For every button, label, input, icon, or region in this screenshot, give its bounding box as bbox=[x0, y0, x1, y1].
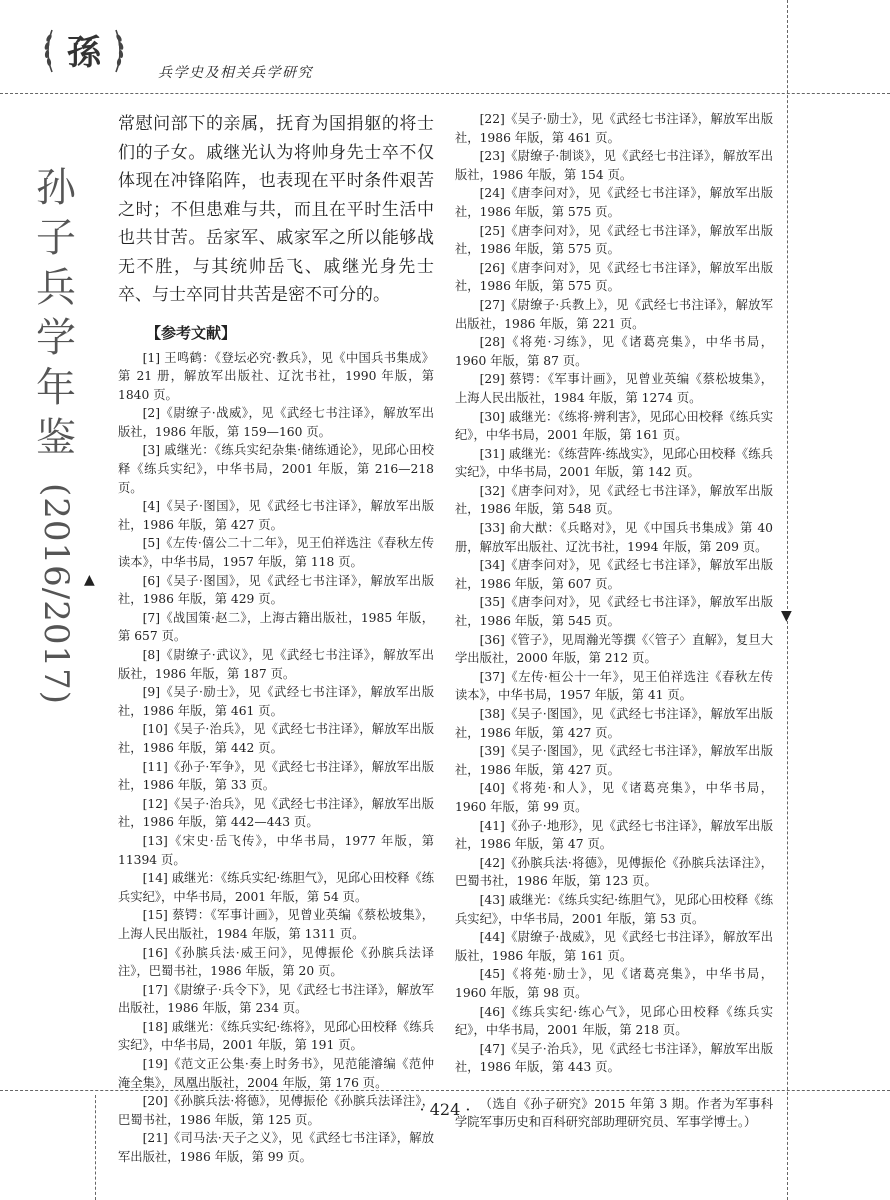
yearbook-logo bbox=[38, 22, 130, 80]
body-paragraph: 常慰问部下的亲属，抚育为国捐躯的将士们的子女。戚继光认为将帅身先士卒不仅体现在冲锋陷阵，也表现在平时条件艰苦之时；不但患难与共，而且在平时生活中也共甘苦。岳家军、戚家军之所以能够战无不胜，与其统帅岳飞、戚继光身先士卒、与士卒同甘共苦是密不可分的。 bbox=[118, 114, 434, 305]
reference-item: [9]《吴子·励士》，见《武经七书注译》，解放军出版社，1986 年版，第 461 页。 bbox=[118, 685, 434, 718]
reference-item: [14] 戚继光：《练兵实纪·练胆气》，见邱心田校释《练兵实纪》，中华书局，2001 年版，第 54 页。 bbox=[118, 871, 434, 904]
reference-item: [21]《司马法·天子之义》，见《武经七书注译》，解放军出版社，1986 年版，第 99 页。 bbox=[118, 1131, 434, 1165]
reference-item: [32]《唐李问对》，见《武经七书注译》，解放军出版社，1986 年版，第 548 页。 bbox=[455, 483, 773, 517]
reference-item: [6]《吴子·图国》，见《武经七书注译》，解放军出版社，1986 年版，第 429 页。 bbox=[118, 573, 434, 607]
reference-item: [10]《吴子·治兵》，见《武经七书注译》，解放军出版社，1986 年版，第 442 页。 bbox=[118, 722, 434, 755]
reference-item: [15] 蔡锷：《军事计画》，见曾业英编《蔡松坡集》，上海人民出版社，1984 年版，第 1311 页。 bbox=[118, 908, 434, 941]
right-column bbox=[455, 110, 773, 1132]
reference-item: [33] 俞大猷：《兵略对》，见《中国兵书集成》第 40 册，解放军出版社、辽沈书社，1994 年版，第 209 页。 bbox=[455, 521, 773, 554]
down-arrow-icon: ▼ bbox=[781, 608, 792, 624]
reference-item: [29] 蔡锷：《军事计画》，见曾业英编《蔡松坡集》，上海人民出版社，1984 年版，第 1274 页。 bbox=[455, 372, 773, 405]
yearbook-side-title bbox=[28, 163, 84, 719]
reference-item: [24]《唐李问对》，见《武经七书注译》，解放军出版社，1986 年版，第 575 页。 bbox=[455, 186, 773, 219]
reference-item: [40]《将苑·和人》，见《诸葛亮集》，中华书局，1960 年版，第 99 页。 bbox=[455, 781, 773, 814]
reference-item: [31] 戚继光：《练营阵·练战实》，见邱心田校释《练兵实纪》，中华书局，2001 年版，第 142 页。 bbox=[455, 446, 773, 480]
reference-item: [35]《唐李问对》，见《武经七书注译》，解放军出版社，1986 年版，第 545 页。 bbox=[455, 595, 773, 629]
reference-item: [37]《左传·桓公十一年》，见王伯祥选注《春秋左传读本》，中华书局，1957 年版，第 41 页。 bbox=[455, 669, 773, 703]
reference-item: [25]《唐李问对》，见《武经七书注译》，解放军出版社，1986 年版，第 575 页。 bbox=[455, 223, 773, 257]
reference-list-left bbox=[118, 349, 434, 1167]
side-title-char: 学 bbox=[36, 315, 76, 361]
side-title-year: (2016/2017) bbox=[36, 482, 76, 706]
logo-emblem-char: 孫 bbox=[67, 33, 101, 73]
reference-item: [18] 戚继光：《练兵实纪·练将》，见邱心田校释《练兵实纪》，中华书局，2001 年版，第 191 页。 bbox=[118, 1019, 434, 1053]
page-number: · 424 · bbox=[419, 1100, 471, 1119]
reference-item: [22]《吴子·励士》，见《武经七书注译》，解放军出版社，1986 年版，第 461 页。 bbox=[455, 112, 773, 145]
side-title-char: 孙 bbox=[36, 165, 76, 211]
reference-item: [11]《孙子·军争》，见《武经七书注译》，解放军出版社，1986 年版，第 33 页。 bbox=[118, 759, 434, 793]
reference-item: [45]《将苑·励士》，见《诸葛亮集》，中华书局，1960 年版，第 98 页。 bbox=[455, 967, 773, 1000]
source-note: （选自《孙子研究》2015 年第 3 期。作者为军事科学院军事历史和百科研究部助理研究员、军事学博士。） bbox=[455, 1096, 773, 1130]
side-title-char: 子 bbox=[36, 215, 76, 261]
reference-item: [30] 戚继光：《练将·辨利害》，见邱心田校释《练兵实纪》，中华书局，2001 年版，第 161 页。 bbox=[455, 409, 773, 443]
up-arrow-icon: ▲ bbox=[84, 572, 95, 588]
reference-item: [34]《唐李问对》，见《武经七书注译》，解放军出版社，1986 年版，第 607 页。 bbox=[455, 558, 773, 591]
reference-item: [43] 戚继光：《练兵实纪·练胆气》，见邱心田校释《练兵实纪》，中华书局，2001 年版，第 53 页。 bbox=[455, 892, 773, 926]
reference-item: [36]《管子》，见周瀚光等撰《〈管子〉直解》，复旦大学出版社，2000 年版，第 212 页。 bbox=[455, 632, 773, 666]
reference-item: [4]《吴子·图国》，见《武经七书注译》，解放军出版社，1986 年版，第 427 页。 bbox=[118, 499, 434, 532]
reference-item: [13]《宋史·岳飞传》，中华书局，1977 年版，第 11394 页。 bbox=[118, 833, 434, 867]
reference-item: [23]《尉缭子·制谈》，见《武经七书注译》，解放军出版社，1986 年版，第 154 页。 bbox=[455, 149, 773, 182]
reference-list-right bbox=[455, 110, 773, 1077]
reference-item: [16]《孙膑兵法·威王问》，见傅振伦《孙膑兵法译注》，巴蜀书社，1986 年版，第 20 页。 bbox=[118, 945, 434, 979]
reference-item: [44]《尉缭子·战威》，见《武经七书注译》，解放军出版社，1986 年版，第 161 页。 bbox=[455, 930, 773, 963]
reference-item: [47]《吴子·治兵》，见《武经七书注译》，解放军出版社，1986 年版，第 443 页。 bbox=[455, 1041, 773, 1075]
reference-item: [5]《左传·僖公二十二年》，见王伯祥选注《春秋左传读本》，中华书局，1957 年版，第 118 页。 bbox=[118, 536, 434, 570]
reference-item: [19]《范文正公集·奏上时务书》，见范能濬编《范仲淹全集》，凤凰出版社，2004 年版，第 176 页。 bbox=[118, 1057, 434, 1090]
reference-item: [1] 王鸣鹤：《登坛必究·教兵》，见《中国兵书集成》第 21 册，解放军出版社、辽沈书社，1990 年版，第 1840 页。 bbox=[118, 350, 434, 402]
running-header-title: 兵学史及相关兵学研究 bbox=[158, 65, 313, 81]
references-heading: 【参考文献】 bbox=[146, 323, 237, 342]
reference-item: [26]《唐李问对》，见《武经七书注译》，解放军出版社，1986 年版，第 575 页。 bbox=[455, 260, 773, 294]
reference-item: [39]《吴子·图国》，见《武经七书注译》，解放军出版社，1986 年版，第 427 页。 bbox=[455, 744, 773, 777]
reference-item: [17]《尉缭子·兵令下》，见《武经七书注译》，解放军出版社，1986 年版，第 234 页。 bbox=[118, 982, 434, 1016]
reference-item: [46]《练兵实纪·练心气》，见邱心田校释《练兵实纪》，中华书局，2001 年版，第 218 页。 bbox=[455, 1004, 773, 1038]
reference-item: [41]《孙子·地形》，见《武经七书注译》，解放军出版社，1986 年版，第 47 页。 bbox=[455, 818, 773, 852]
left-column bbox=[118, 110, 434, 1167]
side-title-char: 兵 bbox=[36, 265, 76, 311]
reference-item: [38]《吴子·图国》，见《武经七书注译》，解放军出版社，1986 年版，第 427 页。 bbox=[455, 707, 773, 740]
reference-item: [12]《吴子·治兵》，见《武经七书注译》，解放军出版社，1986 年版，第 442—443 页。 bbox=[118, 796, 434, 830]
reference-item: [27]《尉缭子·兵教上》，见《武经七书注译》，解放军出版社，1986 年版，第 221 页。 bbox=[455, 297, 773, 331]
side-title-char: 鉴 bbox=[36, 415, 76, 461]
reference-item: [7]《战国策·赵二》，上海古籍出版社，1985 年版，第 657 页。 bbox=[118, 610, 434, 644]
top-dashed-rule bbox=[0, 93, 890, 94]
reference-item: [8]《尉缭子·武议》，见《武经七书注译》，解放军出版社，1986 年版，第 187 页。 bbox=[118, 648, 434, 681]
side-title-char: 年 bbox=[36, 365, 76, 411]
reference-item: [28]《将苑·习练》，见《诸葛亮集》，中华书局，1960 年版，第 87 页。 bbox=[455, 335, 773, 368]
reference-item: [3] 戚继光：《练兵实纪杂集·储练通论》，见邱心田校释《练兵实纪》，中华书局，2001 年版，第 216—218 页。 bbox=[118, 443, 434, 495]
reference-item: [42]《孙膑兵法·将德》，见傅振伦《孙膑兵法译注》，巴蜀书社，1986 年版，第 123 页。 bbox=[455, 855, 773, 889]
reference-item: [20]《孙膑兵法·将德》，见傅振伦《孙膑兵法译注》，巴蜀书社，1986 年版，第 125 页。 bbox=[118, 1094, 434, 1127]
right-dashed-rule bbox=[787, 0, 788, 1200]
reference-item: [2]《尉缭子·战威》，见《武经七书注译》，解放军出版社，1986 年版，第 159—160 页。 bbox=[118, 406, 434, 439]
